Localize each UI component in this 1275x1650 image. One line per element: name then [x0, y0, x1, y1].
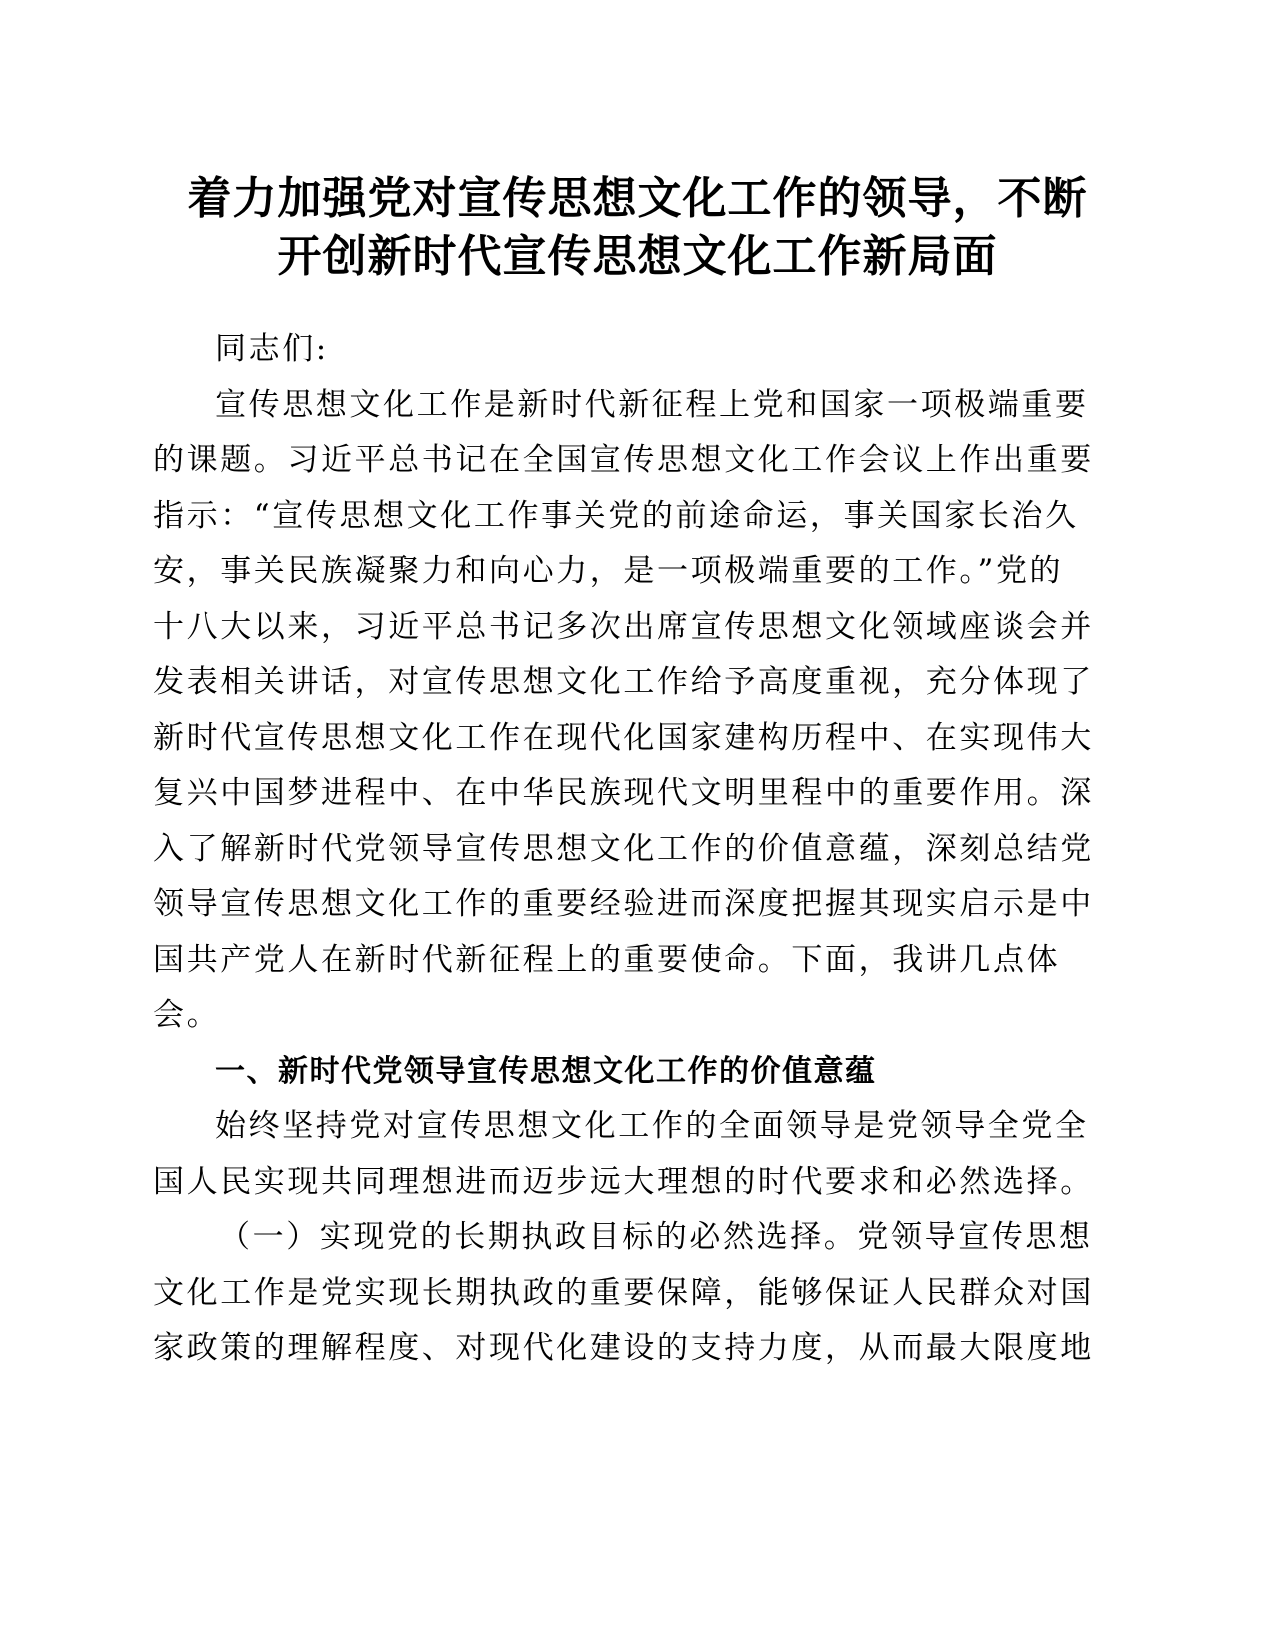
salutation: 同志们: [215, 331, 329, 367]
title-line-2: 开创新时代宣传思想文化工作新局面 [277, 231, 998, 282]
section-paragraph-line: 国人民实现共同理想进而迈步远大理想的时代要求和必然选择。 [153, 1163, 1094, 1200]
intro-line: 会。 [153, 997, 221, 1033]
intro-line: 的课题。习近平总书记在全国宣传思想文化工作会议上作出重要 [153, 442, 1094, 478]
title-line-1: 着力加强党对宣传思想文化工作的领导，不断 [187, 173, 1088, 224]
document-body [153, 322, 1103, 1377]
intro-line: 国共产党人在新时代新征程上的重要使命。下面，我讲几点体 [153, 941, 1061, 978]
intro-line: 领导宣传思想文化工作的重要经验进而深度把握其现实启示是中 [153, 886, 1094, 922]
intro-line: 安，事关民族凝聚力和向心力，是一项极端重要的工作。”党的 [153, 553, 1064, 589]
intro-line: 新时代宣传思想文化工作在现代化国家建构历程中、在实现伟大 [153, 719, 1094, 756]
section-heading: 一、新时代党领导宣传思想文化工作的价值意蕴 [215, 1053, 877, 1089]
intro-line: 复兴中国梦进程中、在中华民族现代文明里程中的重要作用。深 [153, 775, 1094, 811]
intro-line: 十八大以来，习近平总书记多次出席宣传思想文化领域座谈会并 [153, 608, 1094, 645]
intro-line: 指示：“宣传思想文化工作事关党的前途命运，事关国家长治久 [153, 497, 1079, 534]
section-paragraph-line: 始终坚持党对宣传思想文化工作的全面领导是党领导全党全 [215, 1108, 1089, 1144]
subsection-paragraph-line: 文化工作是党实现长期执政的重要保障，能够保证人民群众对国 [153, 1274, 1094, 1311]
subsection-paragraph-line: 家政策的理解程度、对现代化建设的支持力度，从而最大限度地 [153, 1330, 1094, 1366]
subsection-paragraph-line: （一）实现党的长期执政目标的必然选择。党领导宣传思想 [219, 1219, 1093, 1255]
document-title [130, 170, 1145, 286]
intro-line: 宣传思想文化工作是新时代新征程上党和国家一项极端重要 [215, 386, 1089, 423]
intro-line: 入了解新时代党领导宣传思想文化工作的价值意蕴，深刻总结党 [153, 830, 1094, 867]
intro-line: 发表相关讲话，对宣传思想文化工作给予高度重视，充分体现了 [153, 664, 1094, 700]
